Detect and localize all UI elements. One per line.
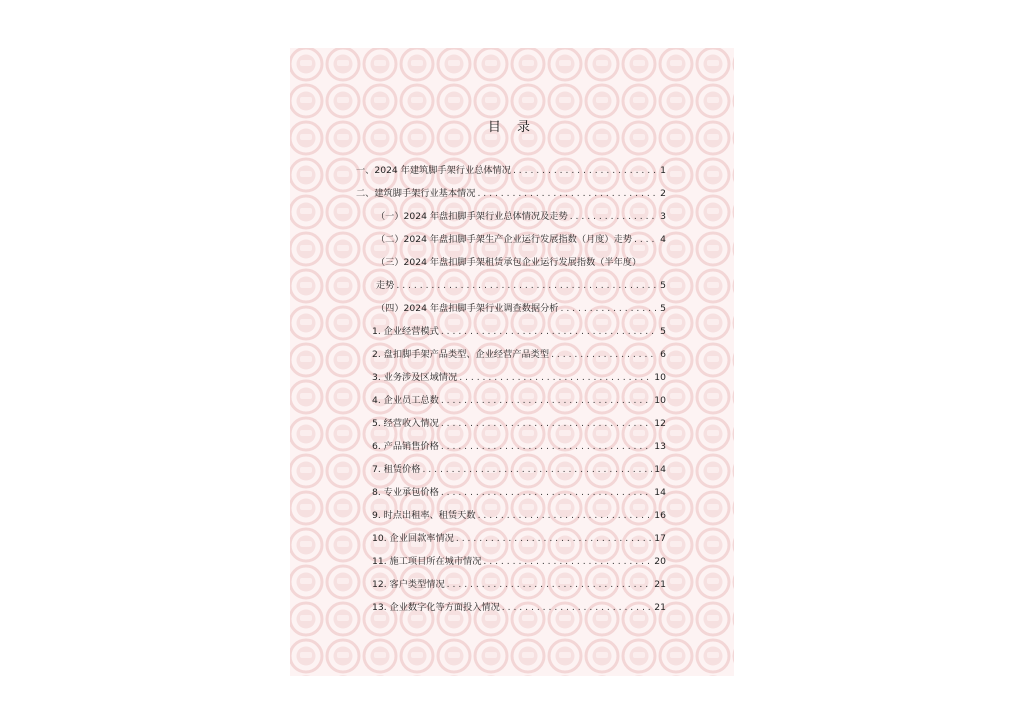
toc-entry-label: 8. 专业承包价格	[372, 487, 439, 498]
toc-dot-leader	[477, 188, 656, 200]
toc-entry-sub-4[interactable]	[372, 395, 666, 407]
toc-entry-label: 一、2024 年建筑脚手架行业总体情况	[356, 165, 511, 176]
toc-entry-label: （四）2024 年盘扣脚手架行业调查数据分析	[376, 303, 559, 314]
toc-entry-label: 13. 企业数字化等方面投入情况	[372, 602, 500, 613]
toc-dot-leader	[513, 165, 656, 177]
toc-dot-leader	[478, 510, 653, 522]
toc-page-number: 20	[654, 556, 666, 567]
toc-page-number: 10	[654, 395, 666, 406]
toc-page-number: 4	[660, 234, 666, 245]
document-page	[290, 48, 734, 676]
toc-entry-2-2[interactable]	[376, 234, 666, 246]
toc-page-number: 1	[660, 165, 666, 176]
toc-page-number: 10	[654, 372, 666, 383]
toc-entry-label: 11. 施工项目所在城市情况	[372, 556, 482, 567]
toc-entry-label: 2. 盘扣脚手架产品类型、企业经营产品类型	[372, 349, 550, 360]
toc-page-number: 17	[654, 533, 666, 544]
toc-page-number: 5	[660, 303, 666, 314]
toc-entry-label: 5. 经营收入情况	[372, 418, 439, 429]
toc-entry-label: 12. 客户类型情况	[372, 579, 445, 590]
toc-entry-label: 7. 租赁价格	[372, 464, 421, 475]
toc-page-number: 13	[654, 441, 666, 452]
toc-entry-label: （二）2024 年盘扣脚手架生产企业运行发展指数（月度）走势	[376, 234, 632, 245]
toc-dot-leader	[441, 441, 652, 453]
toc-entry-sub-6[interactable]	[372, 441, 666, 453]
toc-dot-leader	[634, 234, 656, 246]
toc-title: 目 录	[487, 120, 537, 135]
toc-entry-label: 4. 企业员工总数	[372, 395, 439, 406]
toc-entry-2-3-line1: （三）2024 年盘扣脚手架租赁承包企业运行发展指数（半年度）	[376, 257, 642, 268]
toc-entry-sub-9[interactable]	[372, 510, 666, 522]
toc-entry-sub-8[interactable]	[372, 487, 666, 499]
toc-entry-label: 10. 企业回款率情况	[372, 533, 454, 544]
toc-entry-label: 9. 时点出租率、租赁天数	[372, 510, 476, 521]
toc-page-number: 16	[654, 510, 666, 521]
toc-dot-leader	[441, 326, 656, 338]
toc-page-number: 14	[654, 464, 666, 475]
toc-page-number: 14	[654, 487, 666, 498]
table-of-contents	[290, 48, 734, 676]
toc-entry-sub-11[interactable]	[372, 556, 666, 568]
toc-entry-2-4[interactable]	[376, 303, 666, 315]
toc-dot-leader	[502, 602, 653, 614]
toc-entry-sub-5[interactable]	[372, 418, 666, 430]
toc-dot-leader	[570, 211, 656, 223]
toc-entry-sub-13[interactable]	[372, 602, 666, 614]
toc-dot-leader	[441, 395, 652, 407]
toc-entry-sub-2[interactable]	[372, 349, 666, 361]
toc-entry-sub-3[interactable]	[372, 372, 666, 384]
toc-entry-label: （一）2024 年盘扣脚手架行业总体情况及走势	[376, 211, 568, 222]
toc-entry-1[interactable]	[356, 165, 666, 177]
toc-page-number: 2	[660, 188, 666, 199]
toc-entry-sub-10[interactable]	[372, 533, 666, 545]
toc-page-number: 3	[660, 211, 666, 222]
toc-entry-sub-7[interactable]	[372, 464, 666, 476]
toc-entry-2-1[interactable]	[376, 211, 666, 223]
toc-dot-leader	[483, 556, 652, 568]
toc-entry-2[interactable]	[356, 188, 666, 200]
toc-dot-leader	[447, 579, 653, 591]
toc-dot-leader	[459, 372, 652, 384]
toc-page-number: 12	[654, 418, 666, 429]
toc-dot-leader	[561, 303, 657, 315]
toc-entry-label: 走势	[376, 280, 395, 291]
toc-page-number: 6	[660, 349, 666, 360]
toc-page-number: 21	[654, 579, 666, 590]
toc-dot-leader	[441, 487, 652, 499]
toc-dot-leader	[396, 280, 656, 292]
toc-page-number: 5	[660, 280, 666, 291]
toc-dot-leader	[551, 349, 656, 361]
toc-dot-leader	[441, 418, 652, 430]
toc-page-number: 21	[654, 602, 666, 613]
toc-dot-leader	[456, 533, 652, 545]
toc-entry-2-3[interactable]	[376, 280, 666, 292]
toc-entry-label: 6. 产品销售价格	[372, 441, 439, 452]
toc-entry-label: 3. 业务涉及区域情况	[372, 372, 458, 383]
toc-entry-sub-12[interactable]	[372, 579, 666, 591]
toc-entry-label: 1. 企业经营模式	[372, 326, 439, 337]
toc-entry-label: 二、建筑脚手架行业基本情况	[356, 188, 476, 199]
toc-dot-leader	[422, 464, 652, 476]
toc-entry-sub-1[interactable]	[372, 326, 666, 338]
toc-page-number: 5	[660, 326, 666, 337]
